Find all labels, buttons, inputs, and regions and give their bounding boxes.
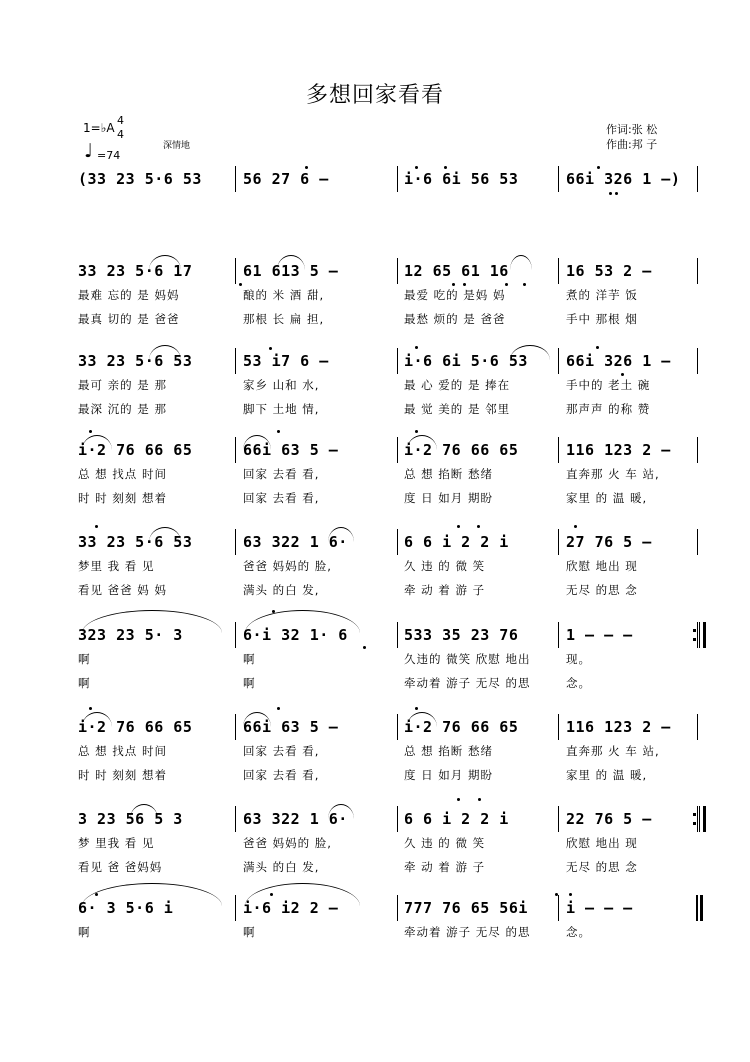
lyric-verse-2: 牵 动 着 游 子: [404, 583, 486, 597]
bar-line: [235, 714, 236, 740]
notation-measure: 116 123 2 –: [566, 718, 671, 736]
notation-measure: i·2 76 66 65: [78, 718, 193, 736]
notation-measure: 66i 63 5 –: [243, 441, 339, 459]
slur-arc: [243, 712, 271, 727]
lyric-verse-2: 度 日 如月 期盼: [404, 491, 493, 505]
lyric-verse-1: 久 违 的 微 笑: [404, 559, 486, 573]
lyric-verse-2: 最真 切的 是 爸爸: [78, 312, 180, 326]
repeat-bar-thick: [703, 622, 706, 648]
repeat-dot: [693, 822, 696, 825]
bar-line: [397, 529, 398, 555]
slur-arc: [407, 435, 437, 450]
notation-measure: 323 23 5· 3: [78, 626, 183, 644]
notation-measure: 6 6 i 2 2 i: [404, 533, 509, 551]
notation-measure: 777 76 65 56i: [404, 899, 528, 917]
octave-dot: [505, 283, 508, 286]
slur-arc: [149, 527, 181, 542]
bar-line: [558, 714, 559, 740]
notation-measure: 6·i 32 1· 6: [243, 626, 348, 644]
lyric-verse-2: 手中 那根 烟: [566, 312, 638, 326]
notation-measure: 6· 3 5·6 i: [78, 899, 174, 917]
bar-line: [558, 806, 559, 832]
octave-dot: [457, 798, 460, 801]
lyric-verse-2: 看见 爸爸 妈 妈: [78, 583, 167, 597]
octave-dot: [239, 283, 242, 286]
slur-arc: [82, 712, 112, 727]
bar-line: [697, 529, 698, 555]
octave-dot: [574, 525, 577, 528]
time-denominator: 4: [117, 128, 124, 141]
notation-measure: i – – –: [566, 899, 633, 917]
notation-measure: 66i 63 5 –: [243, 718, 339, 736]
tempo-value: =74: [97, 149, 121, 162]
lyric-verse-2: 牵动着 游子 无尽 的思: [404, 676, 531, 690]
lyric-verse-2: 度 日 如月 期盼: [404, 768, 493, 782]
bar-line: [397, 622, 398, 648]
lyric-verse-1: 牵动着 游子 无尽 的思: [404, 925, 531, 939]
lyric-verse-2: 无尽 的思 念: [566, 860, 638, 874]
repeat-bar-line: [699, 806, 700, 832]
bar-line: [235, 258, 236, 284]
notation-measure: i·6 6i 5·6 53: [404, 352, 528, 370]
notation-measure: i·6 i2 2 –: [243, 899, 339, 917]
notation-measure: 3 23 56 5 3: [78, 810, 183, 828]
lyric-verse-1: 总 想 掐断 愁绪: [404, 744, 493, 758]
bar-line: [558, 895, 559, 921]
phrase-slur: [82, 883, 222, 906]
lyric-verse-2: 家里 的 温 暖,: [566, 768, 648, 782]
phrase-slur: [82, 610, 222, 633]
octave-dot: [277, 707, 280, 710]
lyric-verse-1: 爸爸 妈妈的 脸,: [243, 836, 332, 850]
lyric-verse-1: 直奔那 火 车 站,: [566, 467, 660, 481]
slur-arc: [407, 712, 437, 727]
lyric-verse-1: 回家 去看 看,: [243, 744, 320, 758]
lyric-verse-1: 最可 亲的 是 那: [78, 378, 167, 392]
bar-line: [558, 529, 559, 555]
octave-dot: [415, 707, 418, 710]
notation-measure: 63 322 1 6·: [243, 533, 348, 551]
lyric-verse-1: 回家 去看 看,: [243, 467, 320, 481]
octave-dot: [477, 525, 480, 528]
repeat-dot: [693, 638, 696, 641]
slur-arc: [243, 435, 271, 450]
notation-measure: 6 6 i 2 2 i: [404, 810, 509, 828]
key-label: 1=♭A: [83, 121, 115, 135]
lyric-verse-1: 啊: [243, 925, 256, 939]
notation-measure: 33 23 5·6 53: [78, 352, 193, 370]
lyric-verse-1: 最难 忘的 是 妈妈: [78, 288, 180, 302]
octave-dot: [609, 192, 612, 195]
lyric-verse-2: 回家 去看 看,: [243, 491, 320, 505]
lyric-verse-2: 那声声 的称 赞: [566, 402, 651, 416]
octave-dot: [415, 430, 418, 433]
notation-measure: 16 53 2 –: [566, 262, 652, 280]
lyric-verse-2: 无尽 的思 念: [566, 583, 638, 597]
notation-measure: i·2 76 66 65: [404, 441, 519, 459]
slur-arc: [82, 435, 112, 450]
bar-line: [235, 166, 236, 192]
octave-dot: [596, 346, 599, 349]
octave-dot: [478, 798, 481, 801]
notation-measure: 66i 326 1 –: [566, 352, 671, 370]
time-numerator: 4: [117, 114, 124, 127]
lyric-verse-2: 家里 的 温 暖,: [566, 491, 648, 505]
octave-dot: [569, 893, 572, 896]
lyric-verse-2: 那根 长 扁 担,: [243, 312, 325, 326]
lyric-verse-1: 家乡 山和 水,: [243, 378, 320, 392]
notation-measure: 116 123 2 –: [566, 441, 671, 459]
bar-line: [697, 806, 698, 832]
lyric-verse-2: 最深 沉的 是 那: [78, 402, 167, 416]
slur-arc: [510, 345, 550, 360]
lyric-verse-1: 最 心 爱的 是 捧在: [404, 378, 511, 392]
lyric-verse-1: 总 想 找点 时间: [78, 467, 167, 481]
song-title: 多想回家看看: [305, 83, 444, 108]
notation-measure: 61 613 5 –: [243, 262, 339, 280]
lyric-verse-2: 时 时 刻刻 想着: [78, 768, 167, 782]
bar-line: [397, 714, 398, 740]
composer: 作曲:邦 子: [606, 138, 658, 151]
octave-dot: [277, 430, 280, 433]
lyric-verse-1: 欣慰 地出 现: [566, 559, 638, 573]
bar-line: [397, 437, 398, 463]
phrase-slur: [245, 883, 360, 906]
lyric-verse-2: 最 觉 美的 是 邻里: [404, 402, 511, 416]
bar-line: [558, 622, 559, 648]
octave-dot: [95, 893, 98, 896]
lyric-verse-1: 手中的 老土 碗: [566, 378, 651, 392]
lyric-verse-1: 爸爸 妈妈的 脸,: [243, 559, 332, 573]
octave-dot: [615, 192, 618, 195]
lyric-verse-2: 牵 动 着 游 子: [404, 860, 486, 874]
notation-measure: 66i 326 1 –): [566, 170, 681, 188]
notation-measure: i·2 76 66 65: [78, 441, 193, 459]
lyric-verse-1: 啊: [78, 925, 91, 939]
bar-line: [697, 622, 698, 648]
lyric-verse-2: 最愁 烦的 是 爸爸: [404, 312, 506, 326]
notation-measure: (33 23 5·6 53: [78, 170, 202, 188]
octave-dot: [89, 430, 92, 433]
bar-line: [235, 348, 236, 374]
lyric-verse-1: 久违的 微笑 欣慰 地出: [404, 652, 531, 666]
bar-line: [558, 437, 559, 463]
bar-line: [397, 806, 398, 832]
lyric-verse-1: 总 想 找点 时间: [78, 744, 167, 758]
octave-dot: [95, 525, 98, 528]
notation-measure: i·2 76 66 65: [404, 718, 519, 736]
octave-dot: [621, 373, 624, 376]
lyric-verse-2: 看见 爸 爸妈妈: [78, 860, 163, 874]
bar-line: [697, 166, 698, 192]
quarter-note-icon: ♩: [84, 140, 93, 162]
bar-line: [235, 622, 236, 648]
notation-measure: 12 65 61 16: [404, 262, 509, 280]
octave-dot: [523, 283, 526, 286]
bar-line: [697, 437, 698, 463]
lyric-verse-1: 最爱 吃的 是妈 妈: [404, 288, 506, 302]
slur-arc: [130, 804, 158, 819]
bar-line: [558, 258, 559, 284]
slur-arc: [149, 345, 181, 360]
notation-measure: 33 23 5·6 17: [78, 262, 193, 280]
slur-arc: [510, 255, 532, 270]
notation-measure: 22 76 5 –: [566, 810, 652, 828]
bar-line: [697, 348, 698, 374]
bar-line: [558, 348, 559, 374]
lyric-verse-2: 满头 的白 发,: [243, 583, 320, 597]
octave-dot: [452, 283, 455, 286]
bar-line: [697, 895, 698, 921]
octave-dot: [444, 166, 447, 169]
slur-arc: [277, 255, 305, 270]
notation-measure: 63 322 1 6·: [243, 810, 348, 828]
lyric-verse-2: 脚下 土地 情,: [243, 402, 320, 416]
bar-line: [235, 895, 236, 921]
lyric-verse-1: 现。: [566, 652, 591, 666]
octave-dot: [363, 646, 366, 649]
notation-measure: 27 76 5 –: [566, 533, 652, 551]
repeat-bar-line: [699, 622, 700, 648]
notation-measure: 1 – – –: [566, 626, 633, 644]
octave-dot: [415, 346, 418, 349]
lyric-verse-2: 念。: [566, 676, 591, 690]
repeat-dot: [693, 629, 696, 632]
phrase-slur: [245, 610, 360, 633]
lyric-verse-1: 啊: [78, 652, 91, 666]
slur-arc: [328, 527, 354, 542]
octave-dot: [89, 707, 92, 710]
bar-line: [697, 714, 698, 740]
notation-measure: 53 i7 6 –: [243, 352, 329, 370]
bar-line: [235, 437, 236, 463]
bar-line: [558, 166, 559, 192]
octave-dot: [415, 166, 418, 169]
lyric-verse-1: 念。: [566, 925, 591, 939]
lyric-verse-1: 久 违 的 微 笑: [404, 836, 486, 850]
repeat-dot: [693, 813, 696, 816]
lyric-verse-1: 直奔那 火 车 站,: [566, 744, 660, 758]
lyric-verse-1: 啊: [243, 652, 256, 666]
notation-measure: 533 35 23 76: [404, 626, 519, 644]
bar-line: [235, 529, 236, 555]
lyric-verse-1: 欣慰 地出 现: [566, 836, 638, 850]
notation-measure: i·6 6i 56 53: [404, 170, 519, 188]
bar-line: [397, 895, 398, 921]
bar-line: [397, 166, 398, 192]
lyric-verse-1: 煮的 洋芋 饭: [566, 288, 638, 302]
lyric-verse-2: 回家 去看 看,: [243, 768, 320, 782]
bar-line: [397, 258, 398, 284]
octave-dot: [305, 166, 308, 169]
lyric-verse-2: 满头 的白 发,: [243, 860, 320, 874]
lyric-verse-2: 啊: [78, 676, 91, 690]
slur-arc: [328, 804, 354, 819]
final-bar-line: [696, 895, 697, 921]
octave-dot: [597, 166, 600, 169]
octave-dot: [457, 525, 460, 528]
lyric-verse-2: 啊: [243, 676, 256, 690]
notation-measure: 56 27 6 –: [243, 170, 329, 188]
repeat-bar-thick: [703, 806, 706, 832]
lyric-verse-2: 时 时 刻刻 想着: [78, 491, 167, 505]
final-bar-thick: [700, 895, 703, 921]
octave-dot: [272, 610, 275, 613]
notation-measure: 33 23 5·6 53: [78, 533, 193, 551]
expression-mark: 深情地: [163, 141, 191, 151]
octave-dot: [463, 283, 466, 286]
bar-line: [235, 806, 236, 832]
lyric-verse-1: 梦里 我 看 见: [78, 559, 155, 573]
lyricist: 作词:张 松: [606, 123, 658, 136]
octave-dot: [270, 893, 273, 896]
lyric-verse-1: 总 想 掐断 愁绪: [404, 467, 493, 481]
bar-line: [397, 348, 398, 374]
octave-dot: [269, 347, 272, 350]
slur-arc: [149, 255, 181, 270]
lyric-verse-1: 酿的 米 酒 甜,: [243, 288, 325, 302]
bar-line: [697, 258, 698, 284]
lyric-verse-1: 梦 里我 看 见: [78, 836, 155, 850]
octave-dot: [555, 893, 558, 896]
